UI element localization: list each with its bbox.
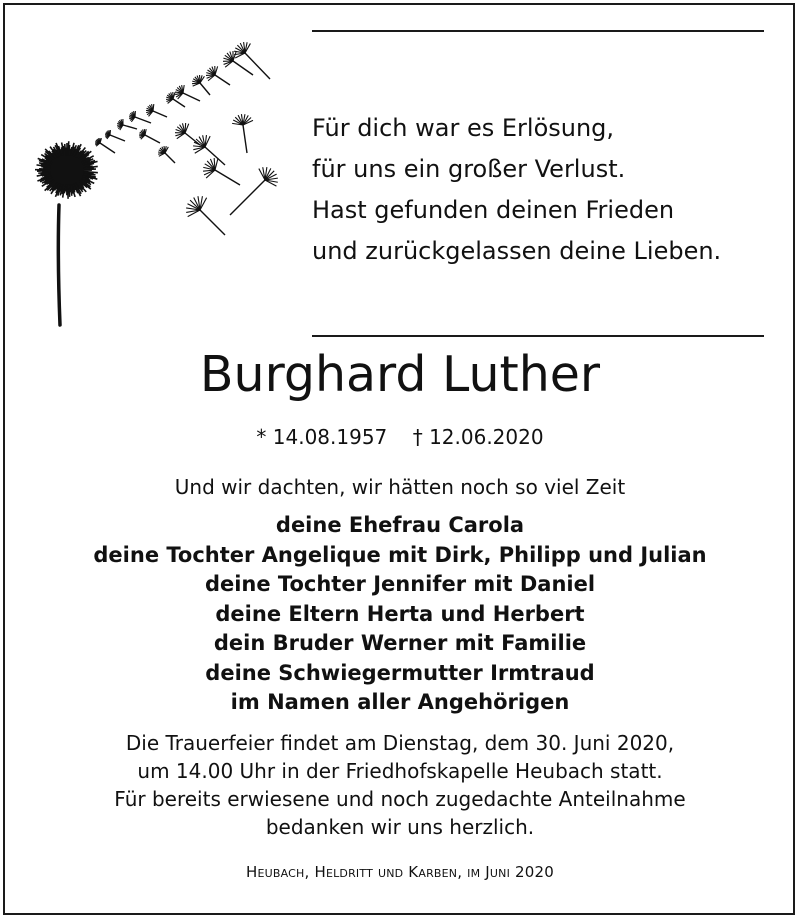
service-line: bedanken wir uns herzlich.	[265, 815, 535, 839]
poem-line: Für dich war es Erlösung,	[312, 114, 615, 142]
poem-line: für uns ein großer Verlust.	[312, 155, 626, 183]
family-line: im Namen aller Angehörigen	[230, 690, 570, 714]
poem-line: Hast gefunden deinen Frieden	[312, 196, 675, 224]
family-list	[0, 511, 800, 718]
family-line: dein Bruder Werner mit Familie	[213, 631, 587, 655]
service-info	[0, 729, 800, 841]
service-line: um 14.00 Uhr in der Friedhofskapelle Heubach statt.	[137, 759, 663, 783]
family-line: deine Tochter Angelique mit Dirk, Philipp und Julian	[93, 542, 707, 567]
poem	[312, 108, 782, 272]
middle-divider	[312, 335, 764, 337]
family-line: deine Tochter Jennifer mit Daniel	[204, 572, 596, 596]
top-divider	[312, 30, 764, 32]
family-line: deine Eltern Herta und Herbert	[215, 601, 585, 626]
place-and-date: Heubach, Heldritt und Karben, im Juni 2020	[246, 863, 554, 881]
life-dates: * 14.08.1957 † 12.06.2020	[256, 425, 544, 449]
dandelion-head	[35, 141, 98, 199]
service-line: Für bereits erwiesene und noch zugedachte Anteilnahme	[114, 787, 686, 811]
deceased-name: Burghard Luther	[199, 346, 601, 403]
mourning-quote: Und wir dachten, wir hätten noch so viel Zeit	[174, 475, 626, 499]
dandelion-icon	[25, 35, 305, 330]
family-line: deine Schwiegermutter Irmtraud	[205, 660, 595, 685]
poem-line: und zurückgelassen deine Lieben.	[312, 237, 722, 265]
flying-seeds	[95, 42, 278, 235]
family-line: deine Ehefrau Carola	[275, 513, 525, 537]
service-line: Die Trauerfeier findet am Dienstag, dem 30. Juni 2020,	[125, 731, 675, 755]
